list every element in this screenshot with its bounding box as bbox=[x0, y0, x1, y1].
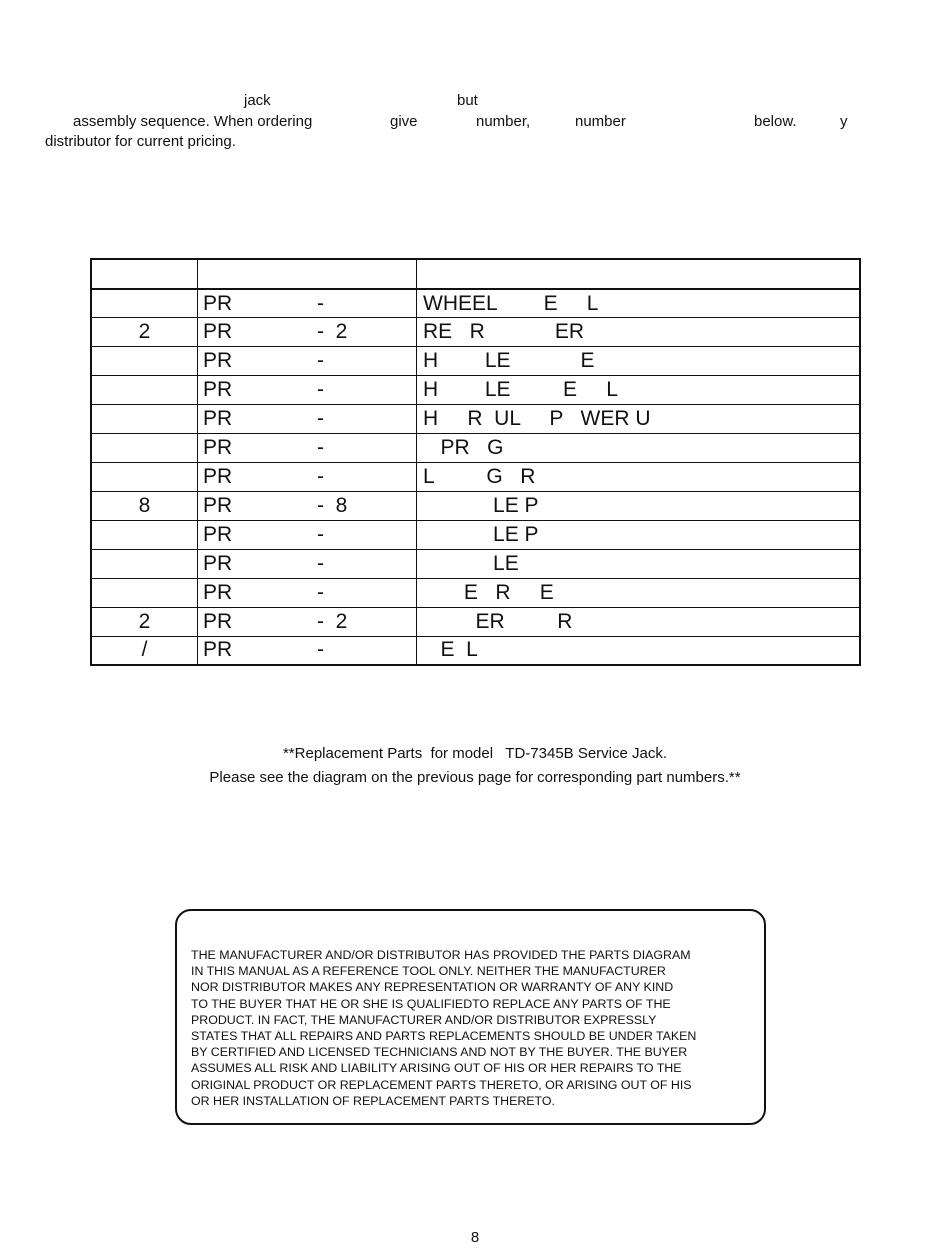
row-number bbox=[92, 376, 197, 404]
table-header-row bbox=[92, 260, 859, 288]
intro-word: number bbox=[575, 113, 626, 130]
part-suffix: - bbox=[317, 378, 324, 401]
page-number: 8 bbox=[470, 1229, 480, 1246]
part-suffix: - 2 bbox=[317, 320, 348, 343]
part-suffix: - bbox=[317, 465, 324, 488]
part-prefix: PR bbox=[203, 638, 233, 661]
intro-word: y bbox=[840, 113, 848, 130]
disclaimer-line: STATES THAT ALL REPAIRS AND PARTS REPLACEMENTS SHOULD BE UNDER TAKEN bbox=[191, 1029, 697, 1044]
part-prefix: PR bbox=[203, 436, 233, 459]
table-row bbox=[92, 578, 859, 607]
part-description: RE R ER bbox=[423, 320, 585, 343]
table-row bbox=[92, 288, 859, 317]
part-prefix: PR bbox=[203, 407, 233, 430]
disclaimer-line: PRODUCT. IN FACT, THE MANUFACTURER AND/OR DISTRIBUTOR EXPRESSLY bbox=[191, 1012, 657, 1027]
row-number bbox=[92, 463, 197, 491]
disclaimer-line: OR HER INSTALLATION OF REPLACEMENT PARTS THERETO. bbox=[191, 1093, 555, 1108]
row-number bbox=[92, 347, 197, 375]
table-row bbox=[92, 491, 859, 520]
disclaimer-line: BY CERTIFIED AND LICENSED TECHNICIANS AND NOT BY THE BUYER. THE BUYER bbox=[191, 1045, 688, 1060]
part-suffix: - bbox=[317, 552, 324, 575]
disclaimer-text bbox=[191, 947, 696, 1109]
intro-word: distributor for current pricing. bbox=[45, 133, 236, 150]
table-row bbox=[92, 607, 859, 636]
row-number: / bbox=[141, 638, 148, 661]
part-suffix: - bbox=[317, 638, 324, 661]
row-number: 2 bbox=[138, 320, 151, 343]
part-description: H R UL P WER U bbox=[423, 407, 651, 430]
part-description: LE P bbox=[423, 494, 539, 517]
part-description: LE P bbox=[423, 523, 539, 546]
intro-word: assembly sequence. When ordering bbox=[73, 113, 313, 130]
part-description: ER R bbox=[423, 610, 573, 633]
part-description: L G R bbox=[423, 465, 536, 488]
part-prefix: PR bbox=[203, 610, 233, 633]
table-row bbox=[92, 433, 859, 462]
disclaimer-line: ORIGINAL PRODUCT OR REPLACEMENT PARTS THERETO, OR ARISING OUT OF HIS bbox=[191, 1077, 692, 1092]
table-row bbox=[92, 549, 859, 578]
disclaimer-box bbox=[175, 909, 766, 1125]
caption-line: **Replacement Parts for model TD-7345B Service Jack. bbox=[282, 745, 668, 762]
part-description: H LE E L bbox=[423, 378, 618, 401]
intro-word: number, bbox=[476, 113, 531, 130]
part-prefix: PR bbox=[203, 494, 233, 517]
part-prefix: PR bbox=[203, 320, 233, 343]
table-row bbox=[92, 375, 859, 404]
part-prefix: PR bbox=[203, 581, 233, 604]
row-number bbox=[92, 434, 197, 462]
part-description: H LE E bbox=[423, 349, 595, 372]
part-suffix: - bbox=[317, 581, 324, 604]
part-description: PR G bbox=[423, 436, 504, 459]
part-suffix: - bbox=[317, 436, 324, 459]
row-number bbox=[92, 521, 197, 549]
row-number bbox=[92, 405, 197, 433]
disclaimer-line: NOR DISTRIBUTOR MAKES ANY REPRESENTATION OR WARRANTY OF ANY KIND bbox=[191, 980, 674, 995]
table-row bbox=[92, 404, 859, 433]
part-prefix: PR bbox=[203, 465, 233, 488]
part-description: E L bbox=[423, 638, 478, 661]
intro-word: but bbox=[457, 92, 478, 109]
table-row bbox=[92, 520, 859, 549]
part-suffix: - bbox=[317, 407, 324, 430]
part-prefix: PR bbox=[203, 552, 233, 575]
part-suffix: - 8 bbox=[317, 494, 348, 517]
table-row bbox=[92, 317, 859, 346]
part-suffix: - bbox=[317, 291, 324, 315]
part-description: LE bbox=[423, 552, 519, 575]
disclaimer-line: THE MANUFACTURER AND/OR DISTRIBUTOR HAS PROVIDED THE PARTS DIAGRAM bbox=[191, 948, 691, 962]
row-number: 2 bbox=[138, 610, 151, 633]
disclaimer-line: TO THE BUYER THAT HE OR SHE IS QUALIFIEDTO REPLACE ANY PARTS OF THE bbox=[191, 996, 671, 1011]
table-row bbox=[92, 346, 859, 375]
header-cell bbox=[92, 260, 197, 288]
part-prefix: PR bbox=[203, 349, 233, 372]
disclaimer-line: IN THIS MANUAL AS A REFERENCE TOOL ONLY. NEITHER THE MANUFACTURER bbox=[191, 964, 666, 979]
row-number bbox=[92, 579, 197, 607]
intro-word: jack bbox=[244, 92, 271, 109]
intro-word: give bbox=[390, 113, 418, 130]
table-row bbox=[92, 636, 859, 663]
intro-word: below. bbox=[754, 113, 797, 130]
part-description: WHEEL E L bbox=[423, 291, 599, 315]
part-prefix: PR bbox=[203, 378, 233, 401]
part-suffix: - 2 bbox=[317, 610, 348, 633]
row-number: 8 bbox=[138, 494, 151, 517]
part-description: E R E bbox=[423, 581, 554, 604]
table-row bbox=[92, 462, 859, 491]
parts-table bbox=[90, 258, 861, 666]
disclaimer-line: ASSUMES ALL RISK AND LIABILITY ARISING OUT OF HIS OR HER REPAIRS TO THE bbox=[191, 1061, 682, 1076]
caption-line: Please see the diagram on the previous page for corresponding part numbers.** bbox=[209, 769, 741, 786]
row-number bbox=[92, 550, 197, 578]
part-prefix: PR bbox=[203, 523, 233, 546]
row-number bbox=[92, 290, 197, 317]
part-suffix: - bbox=[317, 523, 324, 546]
part-suffix: - bbox=[317, 349, 324, 372]
part-prefix: PR bbox=[203, 291, 233, 315]
